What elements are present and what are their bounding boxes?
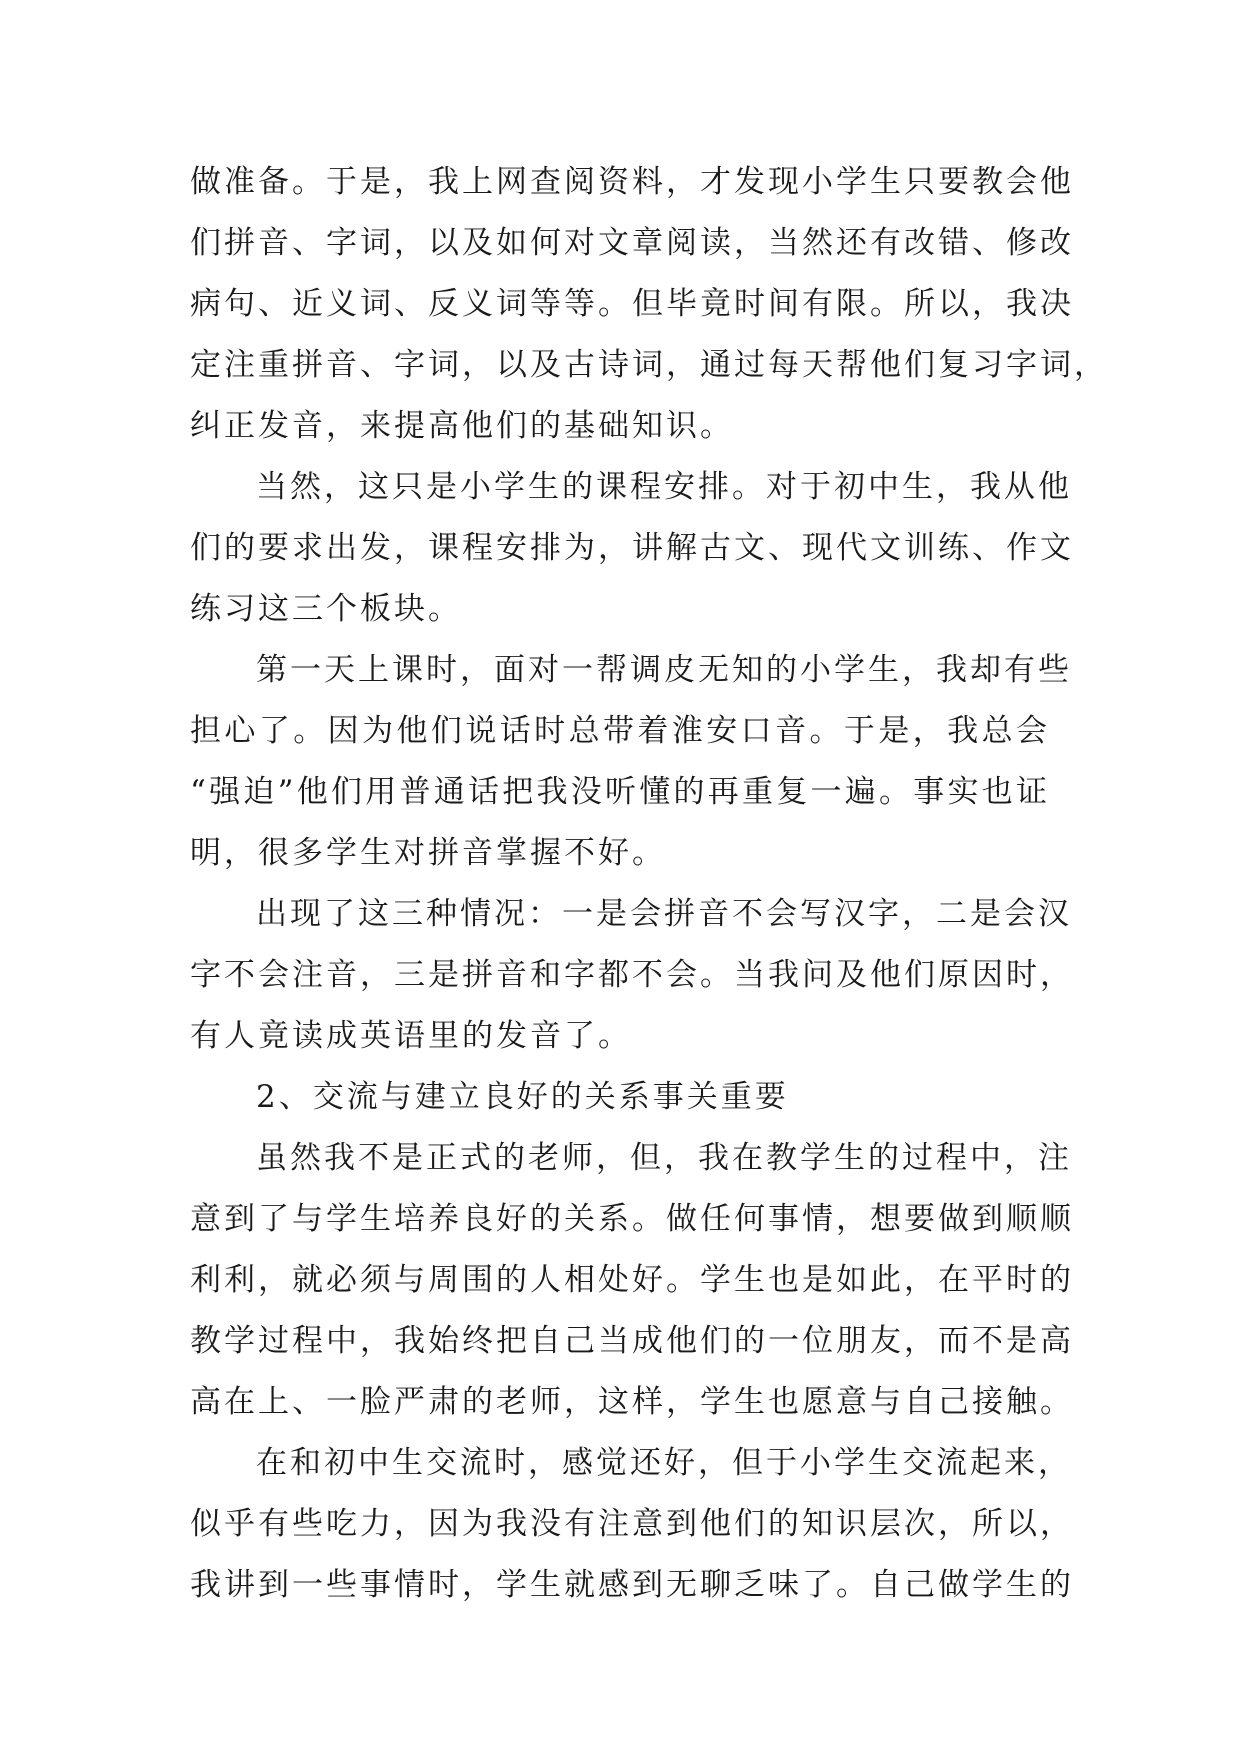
text-line: 们的要求出发，课程安排为，讲解古文、现代文训练、作文 <box>190 530 1074 566</box>
text-line: “强迫”他们用普通话把我没听懂的再重复一遍。事实也证 <box>190 774 1050 810</box>
text-line: 担心了。因为他们说话时总带着淮安口音。于是，我总会 <box>190 713 1050 749</box>
text-line: 纠正发音，来提高他们的基础知识。 <box>190 408 734 444</box>
text-line: 2、交流与建立良好的关系事关重要 <box>256 1079 789 1115</box>
text-line: 高在上、一脸严肃的老师，这样，学生也愿意与自己接触。 <box>190 1384 1074 1420</box>
document-page <box>190 152 1108 1616</box>
text-line: 练习这三个板块。 <box>190 591 462 627</box>
text-line: 们拼音、字词，以及如何对文章阅读，当然还有改错、修改 <box>190 225 1074 261</box>
text-line: 意到了与学生培养良好的关系。做任何事情，想要做到顺顺 <box>190 1201 1074 1237</box>
text-line: 病句、近义词、反义词等等。但毕竟时间有限。所以，我决 <box>190 286 1074 322</box>
text-line: 做准备。于是，我上网查阅资料，才发现小学生只要教会他 <box>190 164 1074 200</box>
text-line: 教学过程中，我始终把自己当成他们的一位朋友，而不是高 <box>190 1323 1074 1359</box>
text-line: 我讲到一些事情时，学生就感到无聊乏味了。自己做学生的 <box>190 1567 1074 1603</box>
text-line: 有人竟读成英语里的发音了。 <box>190 1018 632 1054</box>
text-line: 字不会注音，三是拼音和字都不会。当我问及他们原因时， <box>190 957 1074 993</box>
text-line: 出现了这三种情况：一是会拼音不会写汉字，二是会汉 <box>256 896 1072 932</box>
text-line: 当然，这只是小学生的课程安排。对于初中生，我从他 <box>256 469 1072 505</box>
text-line: 第一天上课时，面对一帮调皮无知的小学生，我却有些 <box>256 652 1072 688</box>
text-line: 在和初中生交流时，感觉还好，但于小学生交流起来， <box>256 1445 1072 1481</box>
text-line: 利利，就必须与周围的人相处好。学生也是如此，在平时的 <box>190 1262 1074 1298</box>
text-line: 虽然我不是正式的老师，但，我在教学生的过程中，注 <box>256 1140 1072 1176</box>
text-line: 定注重拼音、字词，以及古诗词，通过每天帮他们复习字词， <box>190 347 1108 383</box>
text-line: 明，很多学生对拼音掌握不好。 <box>190 835 666 871</box>
text-line: 似乎有些吃力，因为我没有注意到他们的知识层次，所以， <box>190 1506 1074 1542</box>
